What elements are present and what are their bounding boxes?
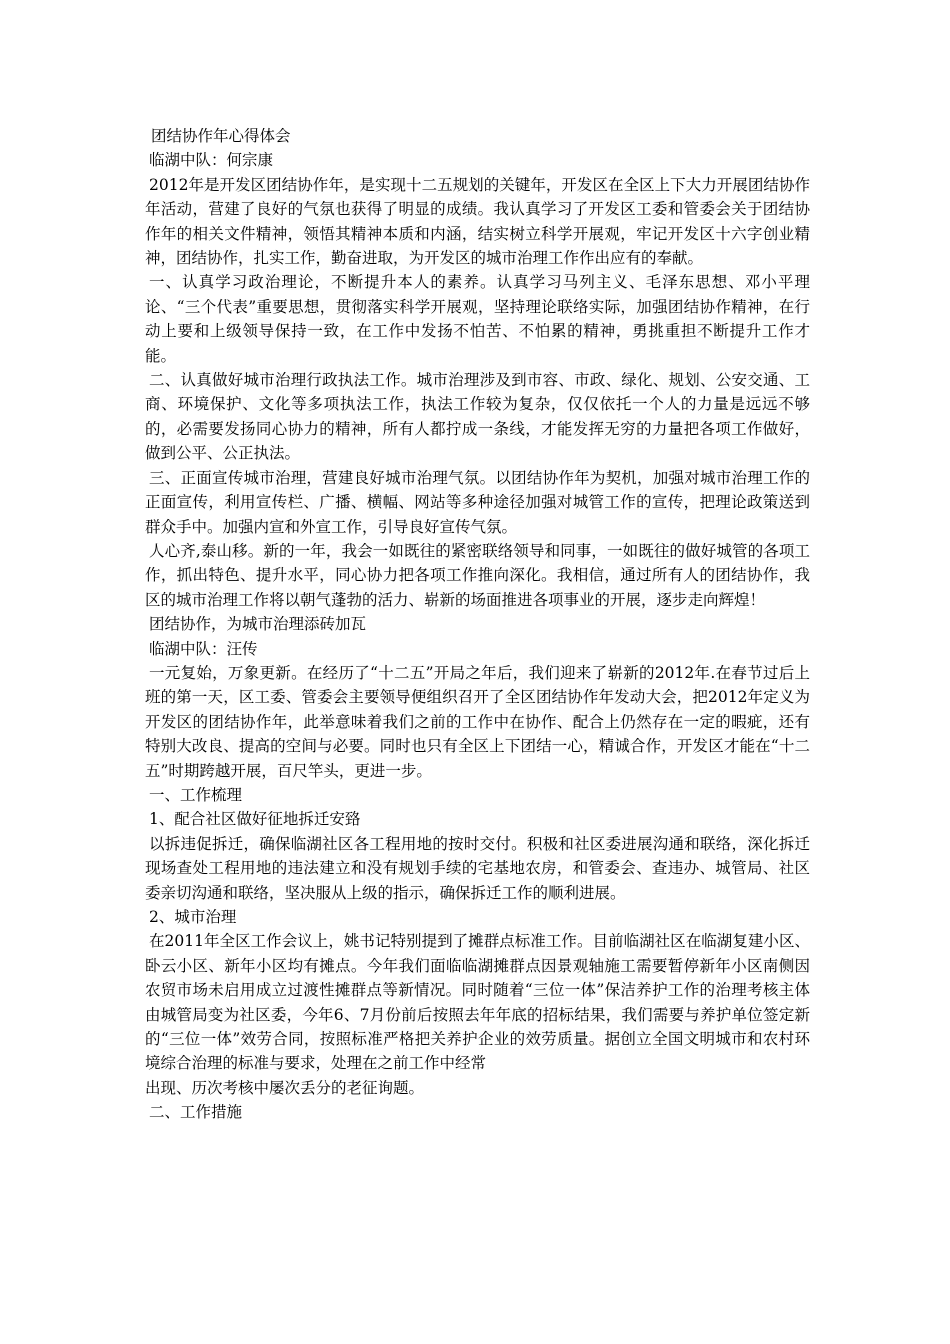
paragraph: 在2011年全区工作会议上，姚书记特别提到了摊群点标准工作。目前临湖社区在临湖复建小区、卧云小区、新年小区均有摊点。今年我们面临临湖摊群点因景观轴施工需要暂停新年小区南侧因农贸市场未启用成立过渡性摊群点等新情况。同时随着“三位一体”保洁养护工作的治理考核主体由城管局变为社区委，今年6、7月份前后按照去年年底的招标结果，我们需要与养护单位签定新的“三位一体”效劳合同，按照标准严格把关养护企业的效劳质量。据创立全国文明城市和农村环境综合治理的标准与要求，处理在之前工作中经常 [145,932,810,1073]
paragraph: 出现、历次考核中屡次丢分的老征询题。 [145,1078,425,1097]
paragraph: 一、认真学习政治理论，不断提升本人的素养。认真学习马列主义、毛泽东思想、邓小平理论、“三个代表”重要思想，贯彻落实科学开展观，坚持理论联络实际，加强团结协作精神，在行动上要和上级领导保持一致，在工作中发扬不怕苦、不怕累的精神，勇挑重担不断提升工作才能。 [145,273,810,365]
section-heading: 一、工作梳理 [149,785,243,804]
paragraph: 一元复始，万象更新。在经历了“十二五”开局之年后，我们迎来了崭新的2012年.在春节过后上班的第一天，区工委、管委会主要领导便组织召开了全区团结协作年发动大会，把2012年定义为开发区的团结协作年，此举意味着我们之前的工作中在协作、配合上仍然存在一定的暇疵，还有特别大改良、提高的空间与必要。同时也只有全区上下团结一心，精诚合作，开发区才能在“十二五”时期跨越开展，百尺竿头，更进一步。 [145,663,810,780]
subsection-heading: 2、城市治理 [149,908,237,926]
document-body [145,124,810,1125]
section-heading: 二、工作措施 [149,1103,243,1122]
paragraph: 以拆违促拆迁，确保临湖社区各工程用地的按时交付。积极和社区委进展沟通和联络，深化拆迁现场查处工程用地的违法建立和没有规划手续的宅基地农房，和管委会、查违办、城管局、社区委亲切沟通和联络，坚决服从上级的指示，确保拆迁工作的顺利进展。 [145,834,810,902]
author-line: 临湖中队：汪传 [149,639,258,658]
paragraph: 三、正面宣传城市治理，营建良好城市治理气氛。以团结协作年为契机，加强对城市治理工作的正面宣传，利用宣传栏、广播、横幅、网站等多种途径加强对城管工作的宣传，把理论政策送到群众手中。加强内宣和外宣工作，引导良好宣传气氛。 [145,468,810,536]
paragraph: 人心齐,泰山移。新的一年，我会一如既往的紧密联络领导和同事，一如既往的做好城管的各项工作，抓出特色、提升水平，同心协力把各项工作推向深化。我相信，通过所有人的团结协作，我区的城市治理工作将以朝气蓬勃的活力、崭新的场面推进各项事业的开展，逐步走向辉煌！ [145,541,810,609]
paragraph: 二、认真做好城市治理行政执法工作。城市治理涉及到市容、市政、绿化、规划、公安交通、工商、环境保护、文化等多项执法工作，执法工作较为复杂，仅仅依托一个人的力量是远远不够的，必需要发扬同心协力的精神，所有人都拧成一条线，才能发挥无穷的力量把各项工作做好，做到公平、公正执法。 [145,371,810,463]
paragraph: 2012年是开发区团结协作年，是实现十二五规划的关键年，开发区在全区上下大力开展团结协作年活动，营建了良好的气氛也获得了明显的成绩。我认真学习了开发区工委和管委会关于团结协作年的相关文件精神，领悟其精神本质和内涵，结实树立科学开展观，牢记开发区十六字创业精神，团结协作，扎实工作，勤奋进取，为开发区的城市治理工作作出应有的奉献。 [145,175,810,268]
author-line: 临湖中队：何宗康 [149,151,274,170]
article-title: 团结协作年心得体会 [151,127,291,145]
subsection-heading: 1、配合社区做好征地拆迁安臵 [149,810,361,829]
article-title: 团结协作，为城市治理添砖加瓦 [149,615,367,634]
